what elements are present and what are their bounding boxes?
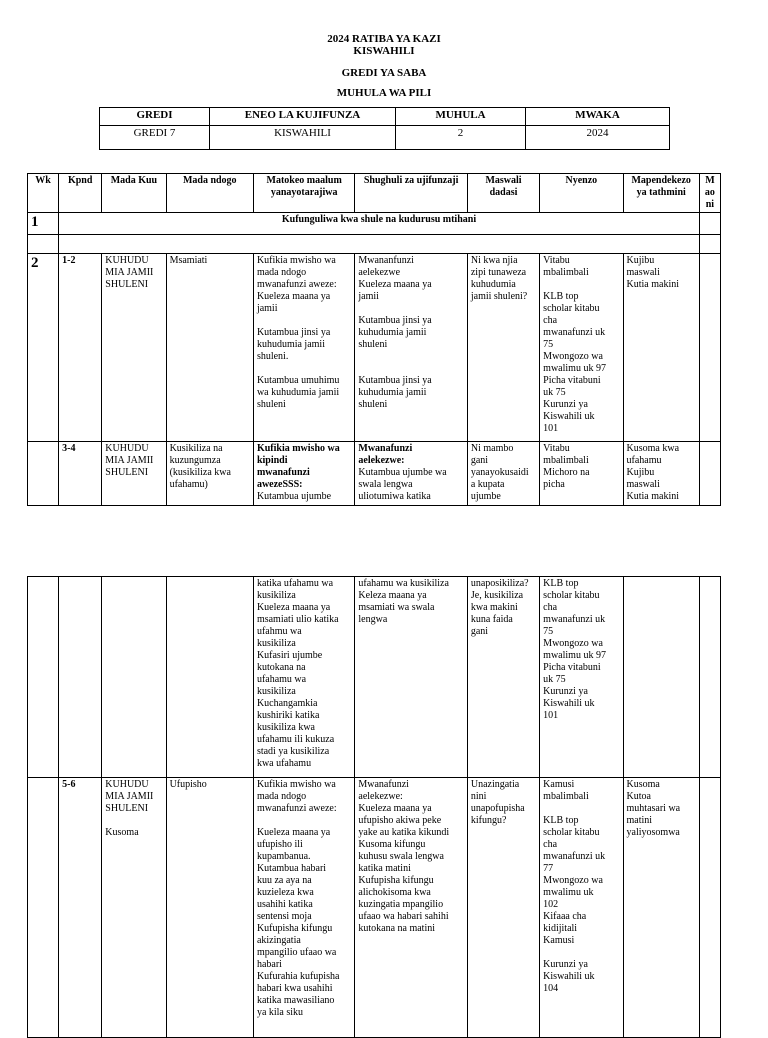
cell-line: Kutambua jinsi ya [358, 315, 432, 326]
cell-line [257, 363, 351, 375]
cell-line: Kufikia mwisho wa [256, 255, 336, 266]
mada-ndogo-cell [166, 442, 253, 506]
cell-line: Kufikia mwisho wa [256, 443, 340, 454]
cell-line: mwalimu uk 97 [543, 363, 606, 374]
col-header-wk: Wk [28, 174, 59, 213]
cell-line: kidijitali [543, 923, 578, 934]
cell-line: Msamiati [169, 255, 208, 266]
cell-line: (kusikiliza kwa [169, 467, 231, 478]
cell-line: habari [256, 959, 282, 970]
cell-line: Kueleza maana ya [256, 291, 331, 302]
cell-line [543, 947, 619, 959]
maswali-cell [467, 577, 539, 778]
cell-line: Mwongozo wa [543, 638, 603, 649]
cell-line: shuleni [358, 399, 388, 410]
cell-line: Kusoma kwa [626, 443, 680, 454]
cell-line: mwanafunzi aweze: [256, 803, 337, 814]
cell-line: Kamusi [543, 779, 575, 790]
cell-line: kusikiliza [256, 638, 296, 649]
matokeo-cell [253, 254, 354, 442]
cell-line: Kutoa [626, 791, 651, 802]
cell-line: KUHUDU [105, 255, 149, 266]
cell-line: kuhusu swala lengwa [358, 851, 444, 862]
col-header-matokeo: Matokeo maalum yanayotarajiwa [253, 174, 354, 213]
cell-line: ufahamu ili kukuza [256, 734, 335, 745]
cell-line: 101 [543, 423, 559, 434]
cell-line [543, 803, 619, 815]
scheme-table-continued [27, 576, 721, 1038]
cell-line: Kurunzi ya [543, 399, 588, 410]
nyenzo-cell [540, 778, 623, 1038]
cell-line: scholar kitabu [543, 590, 600, 601]
cell-line: Kufikia mwisho wa [256, 779, 336, 790]
cell-line: gani [470, 455, 489, 466]
cell-line: Vitabu [543, 255, 570, 266]
doc-title: 2024 RATIBA YA KAZI [327, 33, 441, 45]
meta-header-gredi: GREDI [100, 108, 210, 126]
cell-line: habari kwa usahihi [256, 983, 333, 994]
cell-line: maswali [626, 267, 660, 278]
cell-line: Kutambua umuhimu [256, 375, 340, 386]
mada-ndogo-cell [166, 778, 253, 1038]
cell-line: Kujibu [626, 255, 655, 266]
cell-line: MIA JAMII [105, 267, 154, 278]
cell-line: mwalimu uk 97 [543, 650, 606, 661]
cell-line [358, 303, 463, 315]
cell-line: Ni mambo [470, 443, 514, 454]
cell-line: Keleza maana ya [358, 590, 427, 601]
cell-line: mwanafunzi aweze: [256, 279, 337, 290]
mada-kuu-cell [102, 778, 166, 1038]
cell-line [358, 351, 463, 363]
week-number: 2 [28, 254, 59, 442]
cell-line: kusikiliza [256, 686, 296, 697]
cell-line: kutokana na matini [358, 923, 436, 934]
cell-line: Kutia makini [626, 491, 680, 502]
mada-kuu-cell [102, 254, 166, 442]
meta-header-muhula: MUHULA [396, 108, 526, 126]
scheme-table [27, 173, 721, 506]
meta-value-mwaka: 2024 [526, 126, 670, 150]
maswali-cell [467, 442, 539, 506]
cell-line: 101 [543, 710, 559, 721]
kipindi: 3-4 [59, 442, 102, 506]
cell-line: mwanafunzi uk [543, 851, 606, 862]
cell-line: aelekezwe: [358, 791, 403, 802]
cell-line: kuzungumza [169, 455, 221, 466]
meta-value-eneo: KISWAHILI [210, 126, 396, 150]
cell-line: Kutambua ujumbe [256, 491, 332, 502]
nyenzo-cell [540, 577, 623, 778]
cell-line [358, 363, 463, 375]
col-header-mada-ndogo: Mada ndogo [166, 174, 253, 213]
week-number: 1 [28, 213, 59, 235]
cell-line: Kuchangamkia [256, 698, 318, 709]
cell-line: sentensi moja [256, 911, 312, 922]
cell-line: shuleni [256, 399, 286, 410]
week-note: Kufunguliwa kwa shule na kudurusu mtihani [59, 213, 700, 235]
cell-line: ufahamu [626, 455, 662, 466]
cell-line: akizingatia [256, 935, 301, 946]
cell-line: Kutambua ujumbe wa [358, 467, 447, 478]
cell-line: Michoro na [543, 467, 590, 478]
cell-line: stadi ya kusikiliza [256, 746, 330, 757]
cell-line: Kusoma kifungu [358, 839, 426, 850]
cell-line: Picha vitabuni [543, 375, 601, 386]
cell-line: kusikiliza [256, 590, 296, 601]
cell-line: Ufupisho [169, 779, 207, 790]
cell-line: unaposikiliza? [470, 578, 529, 589]
nyenzo-cell [540, 442, 623, 506]
doc-grade: GREDI YA SABA [341, 67, 427, 79]
cell-line: Kufasiri ujumbe [256, 650, 323, 661]
tathmini-cell [623, 254, 699, 442]
cell-line: ufahamu) [169, 479, 208, 490]
cell-line: Kiswahili uk [543, 411, 595, 422]
cell-line: kipindi [256, 455, 288, 466]
tathmini-cell [623, 442, 699, 506]
cell-line: ufahamu wa [256, 674, 307, 685]
cell-line: Kiswahili uk [543, 698, 595, 709]
cell-line: swala lengwa [358, 479, 413, 490]
cell-line: jamii shuleni? [470, 291, 528, 302]
cell-line: jamii [358, 291, 379, 302]
cell-line: uk 75 [543, 387, 566, 398]
cell-line: Mwanafunzi [358, 779, 409, 790]
cell-line: uliotumiwa katika [358, 491, 431, 502]
cell-line: Ni kwa njia [470, 255, 518, 266]
cell-line: Unazingatia [470, 779, 520, 790]
cell-line [257, 315, 351, 327]
cell-line: scholar kitabu [543, 827, 600, 838]
cell-line: cha [543, 602, 558, 613]
cell-line: mbalimbali [543, 791, 589, 802]
kipindi: 5-6 [59, 778, 102, 1038]
cell-line: muhtasari wa [626, 803, 681, 814]
cell-line: Kutambua jinsi ya [358, 375, 432, 386]
cell-line: mpangilio ufaao wa [256, 947, 337, 958]
cell-line: ufaao wa habari sahihi [358, 911, 449, 922]
cell-line: 102 [543, 899, 559, 910]
cell-line: ujumbe [470, 491, 501, 502]
cell-line: yake au katika kikundi [358, 827, 450, 838]
col-header-tathmini: Mapendekezo ya tathmini [623, 174, 699, 213]
cell-line: Mwongozo wa [543, 875, 603, 886]
cell-line: Kusoma [626, 779, 660, 790]
cell-line: usahihi katika [256, 899, 313, 910]
cell-line: matini [626, 815, 653, 826]
cell-line: nini [470, 791, 487, 802]
shughuli-cell [355, 577, 467, 778]
cell-line: kuhudumia jamii [358, 327, 427, 338]
cell-line: Kueleza maana ya [256, 602, 331, 613]
cell-line: alichokisoma kwa [358, 887, 431, 898]
cell-line: kuhudumia jamii [358, 387, 427, 398]
cell-line: Vitabu [543, 443, 570, 454]
cell-line: awezeSSS: [256, 479, 303, 490]
cell-line: Kamusi [543, 935, 575, 946]
col-header-kpnd: Kpnd [59, 174, 102, 213]
cell-line: mbalimbali [543, 267, 589, 278]
cell-line: yanayokusaidi [470, 467, 529, 478]
col-header-maswali: Maswali dadasi [467, 174, 539, 213]
cell-line: KUHUDU [105, 779, 149, 790]
col-header-nyenzo: Nyenzo [540, 174, 623, 213]
mada-ndogo-cell [166, 254, 253, 442]
cell-line: Mwongozo wa [543, 351, 603, 362]
cell-line: MIA JAMII [105, 455, 154, 466]
cell-line: Kiswahili uk [543, 971, 595, 982]
cell-line: SHULENI [105, 279, 149, 290]
cell-line [105, 815, 162, 827]
shughuli-cell [355, 442, 467, 506]
cell-line: kusikiliza kwa [256, 722, 315, 733]
cell-line: KLB top [543, 815, 579, 826]
cell-line: yaliyosomwa [626, 827, 680, 838]
col-header-mada-kuu: Mada Kuu [102, 174, 166, 213]
cell-line: kuzingatia mpangilio [358, 899, 444, 910]
cell-line: aelekezwe: [358, 455, 405, 466]
cell-line: jamii [256, 303, 278, 314]
cell-line: aelekezwe [358, 267, 401, 278]
cell-line: Kusoma [105, 827, 139, 838]
doc-subject: KISWAHILI [353, 45, 415, 57]
meta-table [99, 107, 670, 150]
meta-value-muhula: 2 [396, 126, 526, 150]
cell-line: kushiriki katika [256, 710, 320, 721]
cell-line: MIA JAMII [105, 791, 154, 802]
cell-line: Kujibu [626, 467, 655, 478]
cell-line: katika mawasiliano [256, 995, 335, 1006]
cell-line: Kutambua habari [256, 863, 327, 874]
meta-header-eneo: ENEO LA KUJIFUNZA [210, 108, 396, 126]
cell-line: mwanafunzi uk [543, 614, 606, 625]
doc-term: MUHULA WA PILI [336, 87, 432, 99]
cell-line: Kufurahia kufupisha [256, 971, 340, 982]
cell-line: kuna faida [470, 614, 513, 625]
mada-kuu-cell [102, 442, 166, 506]
matokeo-cell [253, 442, 354, 506]
cell-line: Mwanafunzi [358, 443, 413, 454]
cell-line: kuhudumia [470, 279, 516, 290]
cell-line: kwa makini [470, 602, 518, 613]
cell-line: 75 [543, 339, 554, 350]
cell-line: Kusikiliza na [169, 443, 223, 454]
matokeo-cell [253, 577, 354, 778]
cell-line: Kueleza maana ya [256, 827, 331, 838]
cell-line: Kurunzi ya [543, 959, 588, 970]
shughuli-cell [355, 254, 467, 442]
cell-line [543, 279, 619, 291]
cell-line: mada ndogo [256, 791, 307, 802]
cell-line: msamiati wa swala [358, 602, 435, 613]
cell-line: SHULENI [105, 467, 149, 478]
cell-line: a kupata [470, 479, 505, 490]
cell-line: kupambanua. [256, 851, 311, 862]
cell-line: katika matini [358, 863, 411, 874]
cell-line: gani [470, 626, 489, 637]
cell-line: ufupisho ili [256, 839, 303, 850]
cell-line: unapofupisha [470, 803, 525, 814]
cell-line: Picha vitabuni [543, 662, 601, 673]
cell-line: Kurunzi ya [543, 686, 588, 697]
cell-line: shuleni [358, 339, 388, 350]
maswali-cell [467, 778, 539, 1038]
cell-line: Kutambua jinsi ya [256, 327, 331, 338]
cell-line: KLB top [543, 291, 579, 302]
cell-line: ya kila siku [256, 1007, 304, 1018]
cell-line: Mwananfunzi [358, 255, 414, 266]
cell-line: 104 [543, 983, 559, 994]
col-header-shughuli: Shughuli za ujifunzaji [355, 174, 467, 213]
shughuli-cell [355, 778, 467, 1038]
cell-line: picha [543, 479, 565, 490]
cell-line: mwanafunzi uk [543, 327, 606, 338]
cell-line: kutokana na [256, 662, 306, 673]
cell-line: Kueleza maana ya [358, 279, 432, 290]
cell-line: kuzieleza kwa [256, 887, 314, 898]
cell-line: shuleni. [256, 351, 289, 362]
cell-line: Kutia makini [626, 279, 680, 290]
cell-line [257, 815, 351, 827]
cell-line: mwanafunzi [256, 467, 310, 478]
cell-line: 77 [543, 863, 554, 874]
cell-line: cha [543, 315, 558, 326]
cell-line: uk 75 [543, 674, 566, 685]
cell-line: 75 [543, 626, 554, 637]
maswali-cell [467, 254, 539, 442]
cell-line: mada ndogo [256, 267, 307, 278]
cell-line: msamiati ulio katika [256, 614, 339, 625]
cell-line: mbalimbali [543, 455, 589, 466]
matokeo-cell [253, 778, 354, 1038]
tathmini-cell [623, 778, 699, 1038]
cell-line: Kueleza maana ya [358, 803, 432, 814]
cell-line: scholar kitabu [543, 303, 600, 314]
cell-line: mwalimu uk [543, 887, 594, 898]
cell-line: cha [543, 839, 558, 850]
cell-line: katika ufahamu wa [256, 578, 334, 589]
cell-line: ufahamu wa kusikiliza [358, 578, 449, 589]
cell-line: SHULENI [105, 803, 149, 814]
cell-line: Je, kusikiliza [470, 590, 524, 601]
cell-line: Kifaaa cha [543, 911, 587, 922]
meta-header-mwaka: MWAKA [526, 108, 670, 126]
cell-line: wa kuhudumia jamii [256, 387, 340, 398]
cell-line: kifungu? [470, 815, 507, 826]
cell-line: lengwa [358, 614, 388, 625]
cell-line: kuu za aya na [256, 875, 312, 886]
cell-line: zipi tunaweza [470, 267, 527, 278]
kipindi: 1-2 [59, 254, 102, 442]
cell-line: maswali [626, 479, 660, 490]
cell-line: ufahmu wa [256, 626, 302, 637]
cell-line: KLB top [543, 578, 579, 589]
cell-line: kwa ufahamu [256, 758, 312, 769]
col-header-maoni: M ao ni [699, 174, 720, 213]
cell-line: ufupisho akiwa peke [358, 815, 442, 826]
meta-value-gredi: GREDI 7 [100, 126, 210, 150]
cell-line: kuhudumia jamii [256, 339, 325, 350]
cell-line: Kufupisha kifungu [256, 923, 333, 934]
cell-line: KUHUDU [105, 443, 149, 454]
cell-line: Kufupisha kifungu [358, 875, 434, 886]
nyenzo-cell [540, 254, 623, 442]
